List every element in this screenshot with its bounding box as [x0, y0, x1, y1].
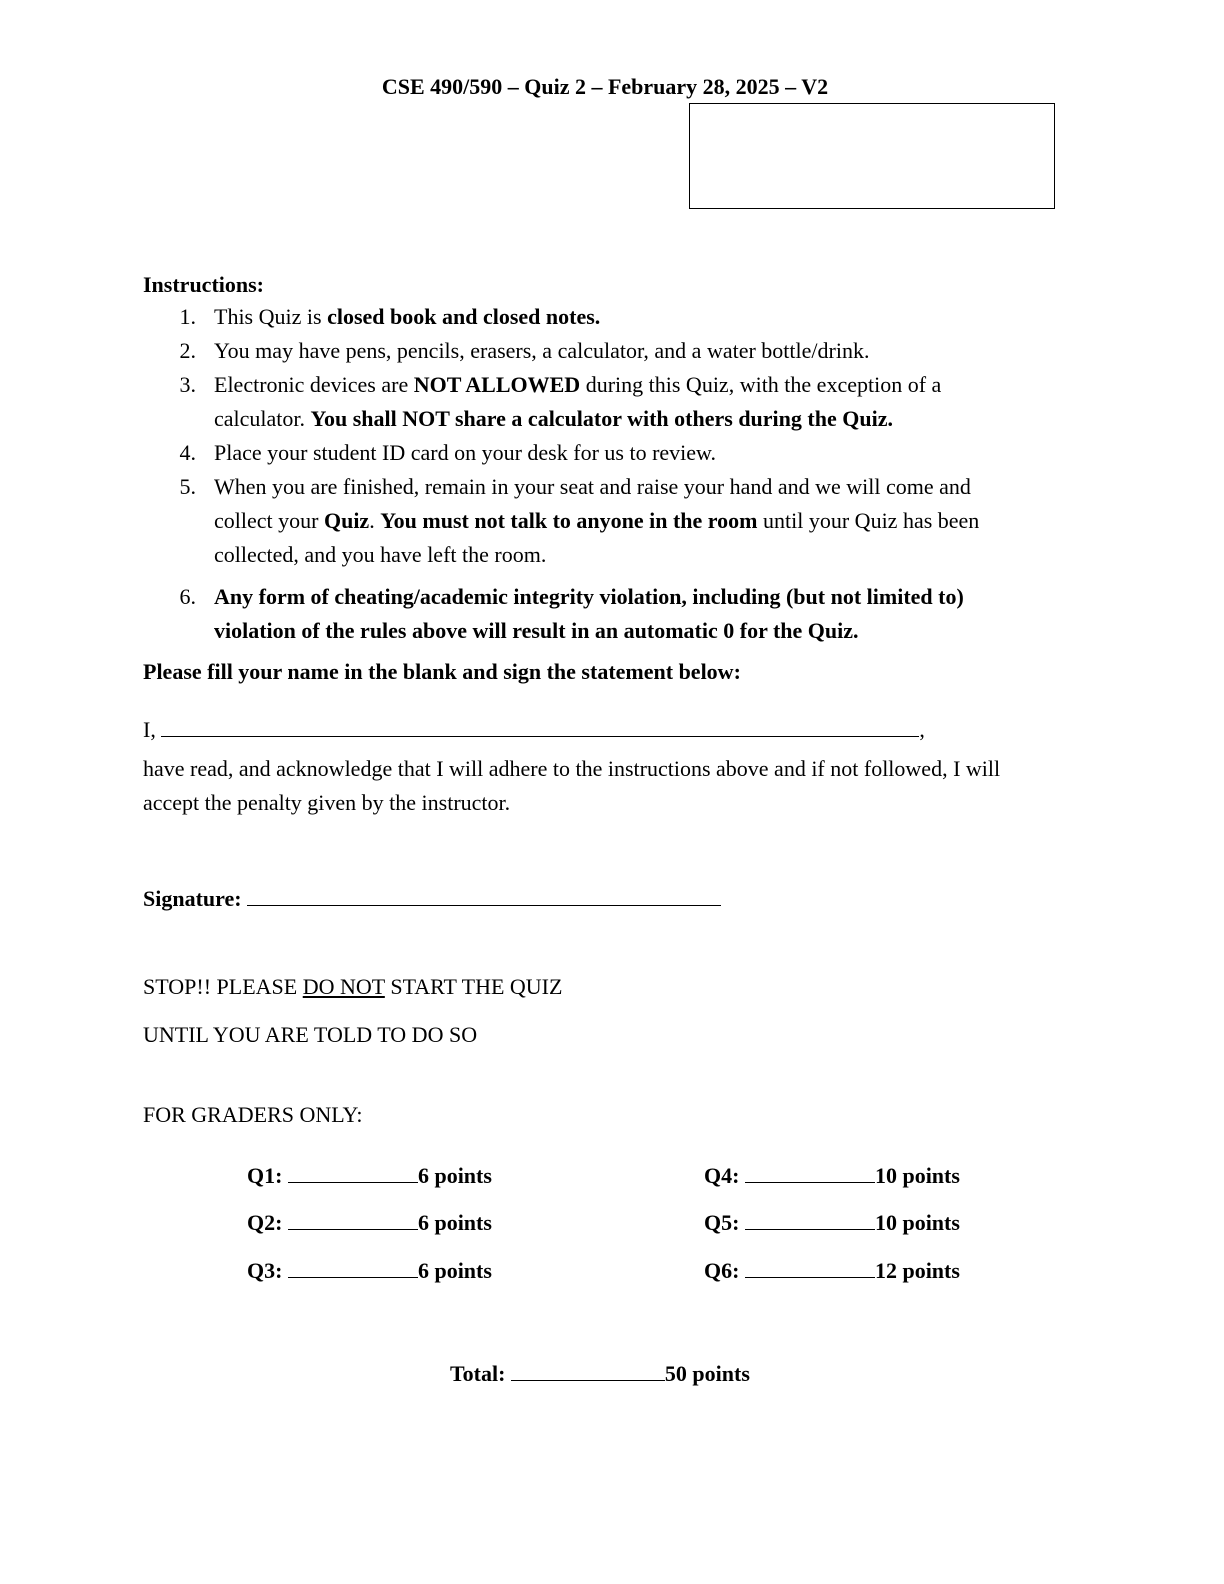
- score-box: [689, 103, 1055, 209]
- grade-field-q3[interactable]: [288, 1257, 418, 1278]
- signature-label: Signature:: [143, 886, 242, 911]
- name-field[interactable]: [161, 716, 919, 737]
- instruction-5-line-2: collect your Quiz. You must not talk to anyone in the room until your Quiz has been: [214, 508, 980, 533]
- instruction-number-4: 4.: [179, 440, 196, 465]
- instruction-number-3: 3.: [179, 372, 196, 397]
- instruction-number-5: 5.: [179, 474, 196, 499]
- grade-field-q4[interactable]: [745, 1162, 875, 1183]
- instruction-4: Place your student ID card on your desk for us to review.: [214, 440, 716, 465]
- grade-row-q6: Q6: 12 points: [704, 1258, 960, 1283]
- acknowledgement-line-2: accept the penalty given by the instructor.: [143, 790, 511, 815]
- grade-row-q3: Q3: 6 points: [247, 1258, 492, 1283]
- stop-notice-line-1: STOP!! PLEASE DO NOT START THE QUIZ: [143, 974, 563, 999]
- instruction-5-line-1: When you are finished, remain in your seat and raise your hand and we will come and: [214, 474, 971, 499]
- instruction-2: You may have pens, pencils, erasers, a calculator, and a water bottle/drink.: [214, 338, 870, 363]
- total-field[interactable]: [511, 1360, 665, 1381]
- instruction-3-line-2: calculator. You shall NOT share a calculator with others during the Quiz.: [214, 406, 893, 431]
- grade-row-q1: Q1: 6 points: [247, 1163, 492, 1188]
- grade-field-q6[interactable]: [745, 1257, 875, 1278]
- acknowledgement-line-1: have read, and acknowledge that I will adhere to the instructions above and if not followed, I will: [143, 756, 1001, 781]
- instruction-6-line-2: violation of the rules above will result in an automatic 0 for the Quiz.: [214, 618, 859, 643]
- grade-row-q2: Q2: 6 points: [247, 1210, 492, 1235]
- signature-row: [143, 885, 721, 912]
- name-line: I, ,: [143, 717, 925, 742]
- instruction-3-line-1: Electronic devices are NOT ALLOWED during this Quiz, with the exception of a: [214, 372, 942, 397]
- instruction-number-1: 1.: [179, 304, 196, 329]
- signature-field[interactable]: [247, 885, 721, 906]
- grade-field-q5[interactable]: [745, 1209, 875, 1230]
- stop-notice-line-2: UNTIL YOU ARE TOLD TO DO SO: [143, 1022, 478, 1047]
- grade-row-q5: Q5: 10 points: [704, 1210, 960, 1235]
- instruction-1: This Quiz is closed book and closed notes.: [214, 304, 601, 329]
- total-row: Total: 50 points: [450, 1361, 750, 1386]
- instruction-number-2: 2.: [179, 338, 196, 363]
- instruction-6-line-1: Any form of cheating/academic integrity violation, including (but not limited to): [214, 584, 964, 609]
- grade-field-q2[interactable]: [288, 1209, 418, 1230]
- page-title: CSE 490/590 – Quiz 2 – February 28, 2025 – V2: [381, 74, 829, 99]
- instructions-heading: Instructions:: [143, 272, 265, 297]
- instruction-number-6: 6.: [179, 584, 196, 609]
- grade-field-q1[interactable]: [288, 1162, 418, 1183]
- grade-row-q4: Q4: 10 points: [704, 1163, 960, 1188]
- instruction-5-line-3: collected, and you have left the room.: [214, 542, 547, 567]
- statement-prompt: Please fill your name in the blank and sign the statement below:: [143, 659, 741, 684]
- graders-heading: FOR GRADERS ONLY:: [143, 1102, 363, 1127]
